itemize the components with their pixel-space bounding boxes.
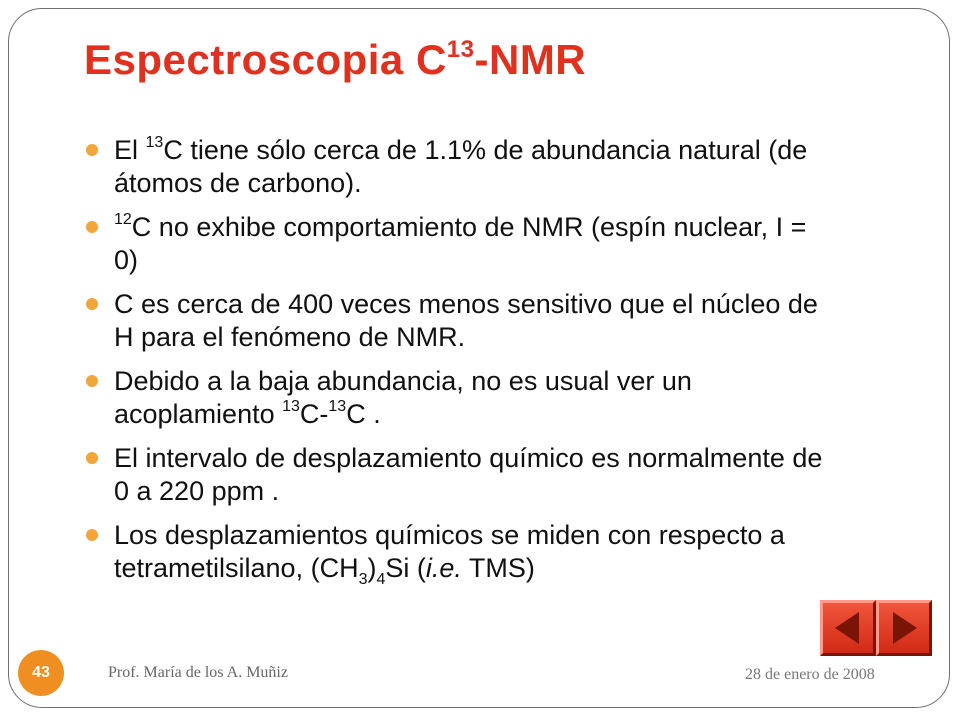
- superscript: 13: [145, 134, 164, 151]
- bullet-text: El: [114, 135, 146, 165]
- superscript: 13: [282, 398, 300, 415]
- bullet-item: [84, 288, 824, 354]
- bullet-list: [84, 134, 824, 596]
- slide-navigation: [820, 600, 932, 656]
- bullet-dot-icon: [86, 452, 98, 464]
- previous-slide-button[interactable]: [820, 600, 876, 656]
- page-number: 43: [32, 664, 50, 681]
- subscript: 4: [376, 571, 386, 588]
- title-main: Espectroscopia C: [84, 36, 447, 83]
- bullet-item: [84, 442, 824, 508]
- bullet-text: Los desplazamientos químicos se miden con respecto a tetrametilsilano, (CH: [114, 520, 785, 583]
- bullet-text: ): [367, 553, 377, 583]
- bullet-item: [84, 519, 824, 588]
- bullet-text: TMS): [461, 553, 535, 583]
- bullet-dot-icon: [86, 298, 98, 310]
- bullet-item: [84, 211, 824, 277]
- italic-text: i.e.: [425, 553, 462, 583]
- bullet-text: C no exhibe comportamiento de NMR (espín nuclear, I = 0): [114, 212, 807, 275]
- bullet-dot-icon: [86, 529, 98, 541]
- bullet-text: C tiene sólo cerca de 1.1% de abundancia natural (de átomos de carbono).: [114, 135, 808, 198]
- superscript: 13: [328, 398, 347, 415]
- bullet-text: C-: [299, 399, 329, 429]
- bullet-dot-icon: [86, 144, 98, 156]
- subscript: 3: [358, 571, 368, 588]
- previous-slide-icon: [829, 608, 867, 648]
- bullet-item: [84, 134, 824, 200]
- bullet-item: [84, 365, 824, 431]
- bullet-text: Si (: [385, 553, 426, 583]
- next-slide-icon: [885, 608, 923, 648]
- next-slide-button[interactable]: [876, 600, 932, 656]
- superscript: 12: [114, 211, 132, 228]
- bullet-text: Debido a la baja abundancia, no es usual ver un acoplamiento: [114, 366, 692, 429]
- page-number-badge: [18, 650, 64, 696]
- title-suffix: -NMR: [474, 36, 587, 83]
- bullet-text: C es cerca de 400 veces menos sensitivo que el núcleo de H para el fenómeno de NMR.: [114, 289, 818, 352]
- title-superscript: 13: [446, 36, 475, 63]
- bullet-dot-icon: [86, 221, 98, 233]
- slide-title: [84, 36, 586, 84]
- bullet-text: El intervalo de desplazamiento químico es normalmente de 0 a 220 ppm .: [114, 443, 823, 506]
- bullet-text: C .: [346, 399, 381, 429]
- author-footer: Prof. María de los A. Muñiz: [108, 664, 288, 681]
- date-footer: 28 de enero de 2008: [745, 666, 875, 683]
- bullet-dot-icon: [86, 375, 98, 387]
